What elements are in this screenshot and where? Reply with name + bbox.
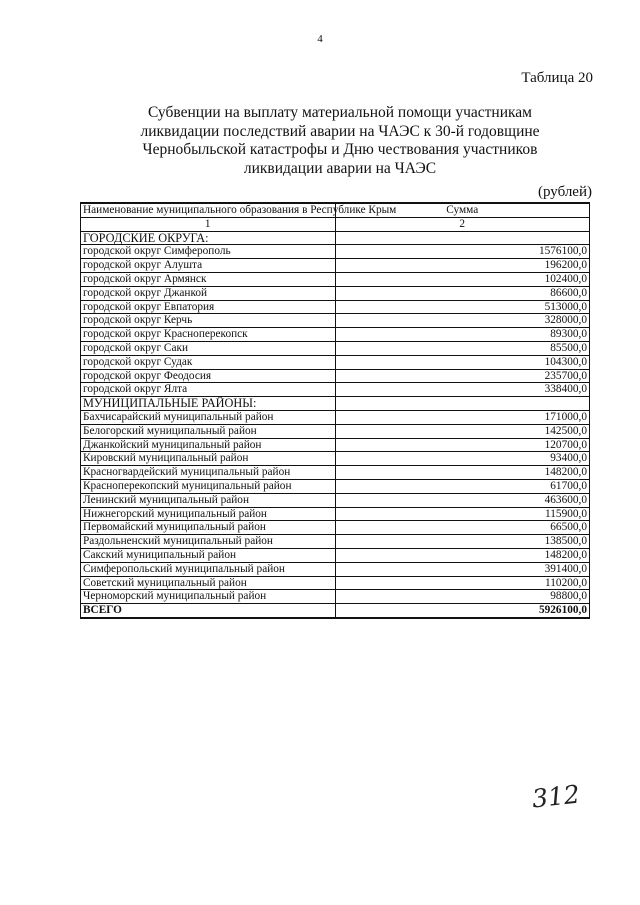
cell-name: Черноморский муниципальный район <box>81 590 336 604</box>
table-row <box>81 328 590 342</box>
cell-sum: 235700,0 <box>335 369 590 383</box>
cell-sum: 86600,0 <box>335 286 590 300</box>
cell-name: Джанкойский муниципальный район <box>81 438 336 452</box>
cell-sum: 104300,0 <box>335 355 590 369</box>
table-row <box>81 535 590 549</box>
cell-sum: 328000,0 <box>335 314 590 328</box>
cell-sum <box>335 231 590 245</box>
title-line: ликвидации аварии на ЧАЭС <box>243 159 437 177</box>
cell-sum: 463600,0 <box>335 493 590 507</box>
title-line: Субвенции на выплату материальной помощи участникам <box>147 104 532 121</box>
cell-sum: 115900,0 <box>335 507 590 521</box>
cell-name: городской округ Судак <box>81 355 336 369</box>
cell-name: городской округ Саки <box>81 341 336 355</box>
cell-name: Раздольненский муниципальный район <box>81 535 336 549</box>
cell-name: Красноперекопский муниципальный район <box>81 479 336 493</box>
table-row <box>81 300 590 314</box>
cell-sum: 513000,0 <box>335 300 590 314</box>
document-title <box>120 104 560 178</box>
cell-name: МУНИЦИПАЛЬНЫЕ РАЙОНЫ: <box>81 397 336 411</box>
table-row <box>81 383 590 397</box>
table-row <box>81 479 590 493</box>
table-row <box>81 466 590 480</box>
cell-sum: 102400,0 <box>335 272 590 286</box>
cell-name: городской округ Феодосия <box>81 369 336 383</box>
cell-sum: 142500,0 <box>335 424 590 438</box>
page-number: 4 <box>317 33 323 45</box>
cell-name: Советский муниципальный район <box>81 576 336 590</box>
cell-name: Ленинский муниципальный район <box>81 493 336 507</box>
column-number: 2 <box>335 217 590 231</box>
table-row <box>81 438 590 452</box>
units-label: (рублей) <box>537 184 592 200</box>
cell-sum: 98800,0 <box>335 590 590 604</box>
cell-name: Красногвардейский муниципальный район <box>81 466 336 480</box>
cell-sum: 338400,0 <box>335 383 590 397</box>
cell-sum: 138500,0 <box>335 535 590 549</box>
cell-sum: 196200,0 <box>335 259 590 273</box>
cell-name: Нижнегорский муниципальный район <box>81 507 336 521</box>
cell-sum: 148200,0 <box>335 466 590 480</box>
table-row <box>81 590 590 604</box>
cell-name: городской округ Джанкой <box>81 286 336 300</box>
cell-name: городской округ Евпатория <box>81 300 336 314</box>
cell-sum: 171000,0 <box>335 410 590 424</box>
table-row <box>81 424 590 438</box>
table-body <box>81 217 590 618</box>
table-row <box>81 493 590 507</box>
table-row <box>81 576 590 590</box>
table-row <box>81 286 590 300</box>
table-label: Таблица 20 <box>521 70 593 86</box>
title-line: Чернобыльской катастрофы и Дню чествования участников <box>142 141 538 158</box>
cell-name: городской округ Ялта <box>81 383 336 397</box>
cell-name: ВСЕГО <box>81 604 336 618</box>
cell-sum: 5926100,0 <box>335 604 590 618</box>
cell-name: городской округ Красноперекопск <box>81 328 336 342</box>
cell-name: ГОРОДСКИЕ ОКРУГА: <box>81 231 336 245</box>
cell-sum: 66500,0 <box>335 521 590 535</box>
section-row <box>81 397 590 411</box>
cell-sum: 391400,0 <box>335 562 590 576</box>
cell-sum: 85500,0 <box>335 341 590 355</box>
cell-name: городской округ Симферополь <box>81 245 336 259</box>
table-row <box>81 245 590 259</box>
table-row <box>81 410 590 424</box>
cell-sum: 120700,0 <box>335 438 590 452</box>
cell-sum: 148200,0 <box>335 548 590 562</box>
column-header-name: Наименование муниципального образования в Республике Крым <box>81 203 336 217</box>
total-row <box>81 604 590 618</box>
cell-name: Белогорский муниципальный район <box>81 424 336 438</box>
cell-name: Бахчисарайский муниципальный район <box>81 410 336 424</box>
cell-sum: 89300,0 <box>335 328 590 342</box>
cell-sum: 1576100,0 <box>335 245 590 259</box>
cell-sum: 110200,0 <box>335 576 590 590</box>
title-line: ликвидации последствий аварии на ЧАЭС к 30-й годовщине <box>140 122 540 140</box>
column-number: 1 <box>81 217 336 231</box>
table-row <box>81 521 590 535</box>
table-row <box>81 314 590 328</box>
table-row <box>81 562 590 576</box>
table-row <box>81 355 590 369</box>
header-row <box>81 203 590 217</box>
cell-name: Кировский муниципальный район <box>81 452 336 466</box>
table-row <box>81 341 590 355</box>
table-row <box>81 452 590 466</box>
table-row <box>81 507 590 521</box>
table-row <box>81 272 590 286</box>
handwritten-page-number: 312 <box>530 779 582 814</box>
section-row <box>81 231 590 245</box>
subsidy-table <box>80 202 590 619</box>
table-row <box>81 259 590 273</box>
column-header-sum: Сумма <box>335 203 590 217</box>
cell-name: Первомайский муниципальный район <box>81 521 336 535</box>
table-row <box>81 548 590 562</box>
cell-name: Сакский муниципальный район <box>81 548 336 562</box>
cell-sum: 93400,0 <box>335 452 590 466</box>
cell-name: городской округ Керчь <box>81 314 336 328</box>
table-row <box>81 369 590 383</box>
cell-sum: 61700,0 <box>335 479 590 493</box>
cell-name: Симферопольский муниципальный район <box>81 562 336 576</box>
column-number-row <box>81 217 590 231</box>
cell-name: городской округ Армянск <box>81 272 336 286</box>
cell-name: городской округ Алушта <box>81 259 336 273</box>
cell-sum <box>335 397 590 411</box>
